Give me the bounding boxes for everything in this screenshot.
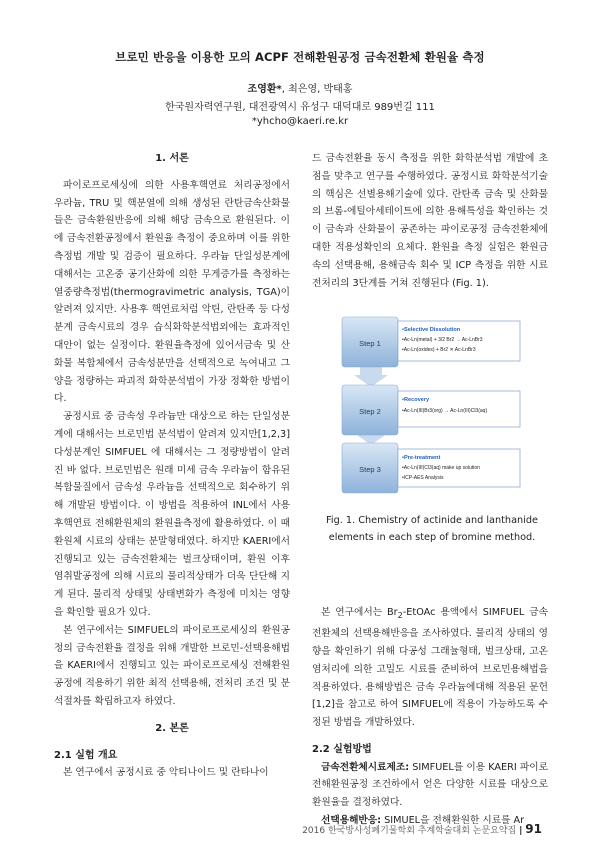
step-1-label: Step 1 <box>359 339 381 348</box>
section-heading-body: 2. 본론 <box>155 722 189 734</box>
figure-caption: Fig. 1. Chemistry of actinide and lanthanide elements in each step of bromine method. <box>326 515 538 543</box>
step-3-label: Step 3 <box>359 465 381 474</box>
step-3-line-2: •ICP-AES Analysis <box>402 475 444 481</box>
method-item-2-label: 선택용해반응: <box>321 815 382 827</box>
step-1-line-2: •Ac-Ln(oxides) + Br2 ✕ Ac-LnBr3 <box>402 347 476 353</box>
method-item-1-label: 금속전환체시료제조: <box>321 761 410 773</box>
intro-paragraph-2: 공정시료 중 금속성 우라늄만 대상으로 하는 단일성분계에 대해서는 브로민법 분석법이 알려져 있지만[1,2,3] 다성분계인 SIMFUEL 에 대해서는 그 정량방법이 알려진 바 없다. 브로민법은 원래 미세 금속 우라늄이 함유된 복합물질에서 금속성 우라늄을 선택적으로 회수하기 위해 개발된 방법이다. 이 방법을 적용하여 INL에서 사용후핵연료 전해환원체의 환원율측정에 활용하였다. 이 때 환원체 시료의 상태는 분말형태였다. 하지만 KAERI에서 진행되고 있는 금속전환체는 벌크상태이며, 환원 이후 염취발공정에 의해 시료의 물리적상태가 더욱 단단해 지게 된다. 물리적 상태및 상태변화가 측정에 미치는 영향을 확인할 필요가 있다. <box>54 411 290 618</box>
corresponding-author: 조영환* <box>247 84 282 95</box>
p2-post: -EtOAc 용액에서 SIMFUEL 금속전환체의 선택용해반응을 조사하였다. 물리적 상태의 영향을 확인하기 위해 다공성 그래뉼형태, 벌크상태, 고온염처리에 의한 고밀도 시료를 준비하여 브로민용해법을 적용하였다. 용해방법은 금속 우라늄에대해 적용된 문헌 [1,2]을 참고로 하여 SIMFUEL에 적용이 가능하도록 수정된 방법을 개발하였다. <box>312 607 548 729</box>
step-1-line-1: •Ac-Ln(metal) + 3/2 Br2 → Ac-LnBr3 <box>402 337 483 343</box>
page-number: 91 <box>525 822 542 836</box>
intro-paragraph-3: 본 연구에서는 SIMFUEL의 파이로프로세싱의 환원공정의 금속전환율 결정을 위해 개발한 브로민-선택용해법을 KAERI에서 진행되고 있는 파이로프로세싱 전해환원공정에 적용하기 위한 최적 선택용해, 전처리 조건 및 분석절차를 확립하고자 하였다. <box>54 624 290 707</box>
email: *yhcho@kaeri.re.kr <box>251 116 349 127</box>
overview-paragraph: 본 연구에서 공정시료 중 악티나이드 및 란타나이 <box>63 767 269 779</box>
subsection-heading-overview: 2.1 실험 개요 <box>54 749 118 761</box>
author-list <box>0 80 600 95</box>
spacer <box>54 168 290 177</box>
figure-bromine-steps <box>340 315 522 504</box>
p2-sub: 2 <box>397 610 403 621</box>
method-item-2-text: SIMUEL을 전해환원한 시료를 Ar <box>381 815 525 827</box>
method-item-1-text: SIMFUEL를 이용 KAERI 파이로 전해환원공정 조건하에서 얻은 다양한 시료를 대상으로 환원율을 결정하였다. <box>312 761 548 809</box>
step-1-title: •Selective Dissolution <box>402 327 461 333</box>
section-heading-intro: 1. 서론 <box>155 153 189 164</box>
spacer <box>312 732 548 741</box>
co-authors: , 최은영, 박태홍 <box>281 84 353 95</box>
left-column <box>54 150 290 782</box>
page-footer <box>302 822 542 836</box>
affiliation: 한국원자력연구원, 대전광역시 유성구 대덕대로 989번길 111 <box>165 102 435 113</box>
step-3-title: •Pre-treatment <box>402 455 441 461</box>
spacer <box>54 738 290 747</box>
method-item-1 <box>312 759 548 812</box>
paper-title: 브로민 반응을 이용한 모의 ACPF 전해환원공정 금속전환체 환원율 측정 <box>115 50 485 64</box>
step-2-label: Step 2 <box>359 407 381 416</box>
right-paragraph-1: 드 금속전환율 동시 측정을 위한 화학분석법 개발에 초점을 맞추고 연구를 수행하였다. 공정시료 화학분석기술의 핵심은 선별용해기술에 있다. 란탄족 금속 및 산화물의 브롬-에틸아세테이트에 의한 용해특성을 확인하는 것이 금속과 산화물이 공존하는 파이로공정 금속전환체에 대한 적용성확인의 요체다. 환원율 측정 실험은 환원금속의 선택용해, 용해금속 회수 및 ICP 측정을 위한 시료 전처리의 3단계를 거쳐 진행된다 (Fig. 1). <box>312 153 548 289</box>
step-2-title: •Recovery <box>402 397 430 403</box>
spacer <box>54 711 290 720</box>
footer-separator: | <box>519 826 523 836</box>
subsection-heading-method: 2.2 실험방법 <box>312 743 372 755</box>
right-paragraph-2 <box>312 604 548 732</box>
down-arrow-1 <box>354 364 388 387</box>
step-2-line-1: •Ac-Ln(III)Br3(org) → Ac-Ln(III)Cl3(aq) <box>402 408 488 414</box>
conference-name: 2016 한국방사성폐기물학회 추계학술대회 논문요약집 <box>302 826 517 836</box>
step-3-line-1: •Ac-Ln(III)Cl3(aq) make up solution <box>402 465 480 471</box>
intro-paragraph-1: 파이로프로세싱에 의한 사용후핵연료 처리공정에서 우라늄, TRU 및 핵분열에 의해 생성된 란탄금속산화물들은 금속환원반응에 의해 해당 금속으로 환원된다. 이에 금속전환공정에서 환원율 측정이 중요하며 이를 위한 측정법 개발 및 검증이 필요하다. 우라늄 단일성분계에 대해서는 고온중 공기산화에 의한 무게증가를 측정하는 열중량측정법(thermogravimetric analysis, TGA)이 알려져 있지만. 사용후 핵연료처럼 악틴, 란탄족 등 다성분계 금속시료의 경우 습식화학분석법외에는 효과적인 대안이 없는 실정이다. 환원율측정에 있어서금속 및 산화물 복합체에서 금속성분만을 선택적으로 녹여내고 그 양을 정량하는 파괴적 화학분석법이 가장 정확한 방법이다. <box>54 179 290 405</box>
bromine-steps-diagram <box>340 315 522 504</box>
p2-pre: 본 연구에서는 Br <box>321 607 398 619</box>
